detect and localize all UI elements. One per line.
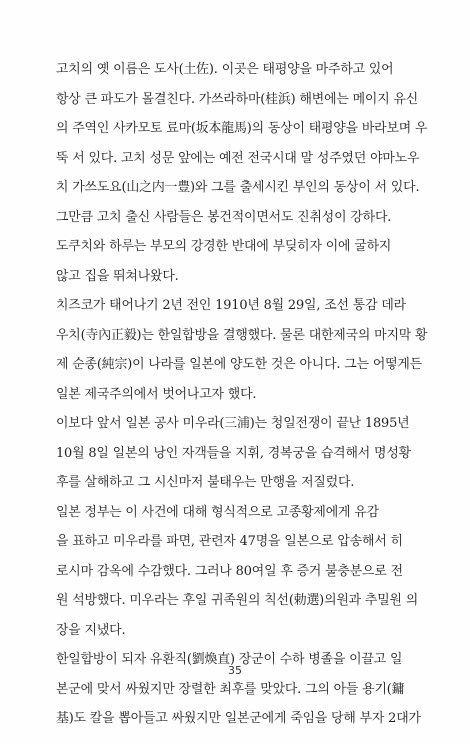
- text-line: 원 석방했다. 미우라는 후일 귀족원의 칙선(勅選)의원과 추밀원 의: [56, 593, 419, 608]
- text-line: 일본 정부는 이 사건에 대해 형식적으로 고종황제에게 유감: [56, 504, 379, 520]
- text-line: 뚝 서 있다. 고치 성문 앞에는 예전 전국시대 말 성주였던 야마노우: [56, 150, 420, 166]
- text-line: 본군에 맞서 싸웠지만 장렬한 최후를 맞았다. 그의 아들 용기(鏞: [56, 681, 405, 697]
- text-line: 10월 8일 일본의 낭인 자객들을 지휘, 경복궁을 습격해서 명성황: [56, 445, 411, 461]
- text-line: 이보다 앞서 일본 공사 미우라(三浦)는 청일전쟁이 끝난 1895년: [56, 416, 410, 431]
- text-line: 의 주역인 사카모토 료마(坂本龍馬)의 동상이 태평양을 바라보며 우: [56, 121, 428, 136]
- text-line: 치즈코가 태어나기 2년 전인 1910년 8월 29일, 조선 통감 데라: [56, 298, 406, 313]
- text-line: 우치(寺內正毅)는 한일합방을 결행했다. 물론 대한제국의 마지막 황: [56, 327, 428, 343]
- text-line: 제 순종(純宗)이 나라를 일본에 양도한 것은 아니다. 그는 어떻게든: [56, 357, 423, 372]
- text-line: 을 표하고 미우라를 파면, 관련자 47명을 일본으로 압송해서 히: [56, 534, 403, 549]
- text-line: 후를 살해하고 그 시신마저 불태우는 만행을 저질렀다.: [56, 475, 355, 490]
- page-number: 35: [228, 664, 242, 677]
- text-line: 항상 큰 파도가 몰결친다. 가쓰라하마(桂浜) 해변에는 메이지 유신: [56, 91, 419, 107]
- text-line: 일본 제국주의에서 벗어나고자 했다.: [56, 386, 257, 402]
- text-line: 고치의 옛 이름은 도사(土佐). 이곳은 태평양을 마주하고 있어: [56, 62, 394, 77]
- text-line: 않고 집을 뛰쳐나왔다.: [56, 268, 179, 284]
- body-text: [56, 55, 428, 734]
- text-line: 한일합방이 되자 유환직(劉煥直) 장군이 수하 병졸을 이끌고 일: [56, 652, 403, 667]
- text-line: 基)도 칼을 뽑아들고 싸웠지만 일본군에게 죽임을 당해 부자 2대가: [56, 711, 421, 726]
- text-line: 로시마 감옥에 수감했다. 그러나 80여일 후 증거 불충분으로 전: [56, 563, 403, 579]
- text-line: 장을 지냈다.: [56, 622, 126, 638]
- text-line: 그만큼 고치 출신 사람들은 봉건적이면서도 진취성이 강하다.: [56, 209, 392, 225]
- text-line: 도쿠치와 하루는 부모의 강경한 반대에 부딪히자 이에 굴하지: [56, 239, 392, 254]
- text-line: 치 가쓰도요(山之内一豊)와 그를 출세시킨 부인의 동상이 서 있다.: [56, 180, 420, 195]
